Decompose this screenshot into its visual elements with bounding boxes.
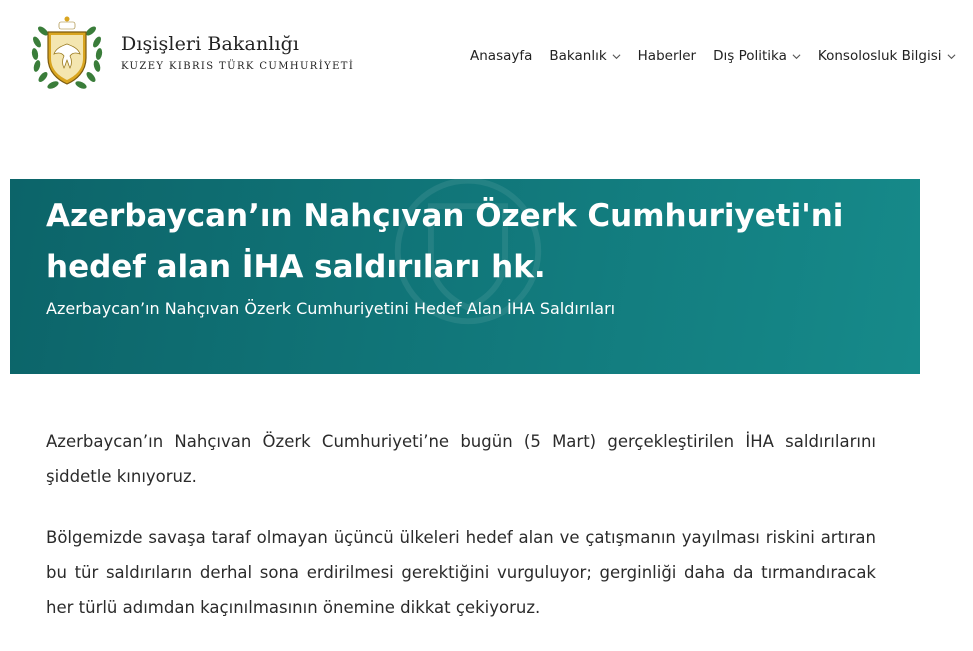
coat-of-arms-logo[interactable] <box>26 14 108 96</box>
article-body <box>46 424 876 651</box>
article-paragraph: Azerbaycan’ın Nahçıvan Özerk Cumhuriyeti’ne bugün (5 Mart) gerçekleştirilen İHA saldırılarını şiddetle kınıyoruz. <box>46 432 876 486</box>
nav-item-label: Konsolosluk Bilgisi <box>817 48 942 64</box>
main-navigation <box>470 45 973 67</box>
coat-of-arms-icon <box>26 14 108 96</box>
nav-item-bakanlik[interactable] <box>549 48 620 64</box>
nav-item-label: Dış Politika <box>713 48 787 64</box>
nav-item-label: Anasayfa <box>470 48 533 64</box>
nav-item-dis-politika[interactable] <box>713 48 801 64</box>
nav-item-anasayfa[interactable] <box>470 48 532 64</box>
chevron-down-icon <box>612 52 621 61</box>
site-header <box>0 0 942 112</box>
article-hero-banner <box>10 179 920 374</box>
nav-item-haberler[interactable] <box>638 48 696 64</box>
nav-item-label: Haberler <box>637 48 697 64</box>
nav-item-label: Bakanlık <box>549 48 607 64</box>
article-paragraph: Bölgemizde savaşa taraf olmayan üçüncü ülkeleri hedef alan ve çatışmanın yayılması riskini artıran bu tür saldırıların derhal sona erdirilmesi gerektiğini vurguluyor; gerginliği daha da tırmandıracak her türlü adımdan kaçınılmasının önemine dikkat çekiyoruz. <box>46 528 876 617</box>
article-title: Azerbaycan’ın Nahçıvan Özerk Cumhuriyeti'ni hedef alan İHA saldırıları hk. <box>46 198 844 285</box>
nav-item-konsolosluk-bilgisi[interactable] <box>818 48 956 64</box>
chevron-down-icon <box>947 52 956 61</box>
article-subtitle: Azerbaycan’ın Nahçıvan Özerk Cumhuriyetini Hedef Alan İHA Saldırıları <box>46 299 616 318</box>
brand-subtitle: KUZEY KIBRIS TÜRK CUMHURİYETİ <box>121 61 355 72</box>
chevron-down-icon <box>792 52 801 61</box>
brand-title[interactable]: Dışişleri Bakanlığı <box>121 33 300 55</box>
